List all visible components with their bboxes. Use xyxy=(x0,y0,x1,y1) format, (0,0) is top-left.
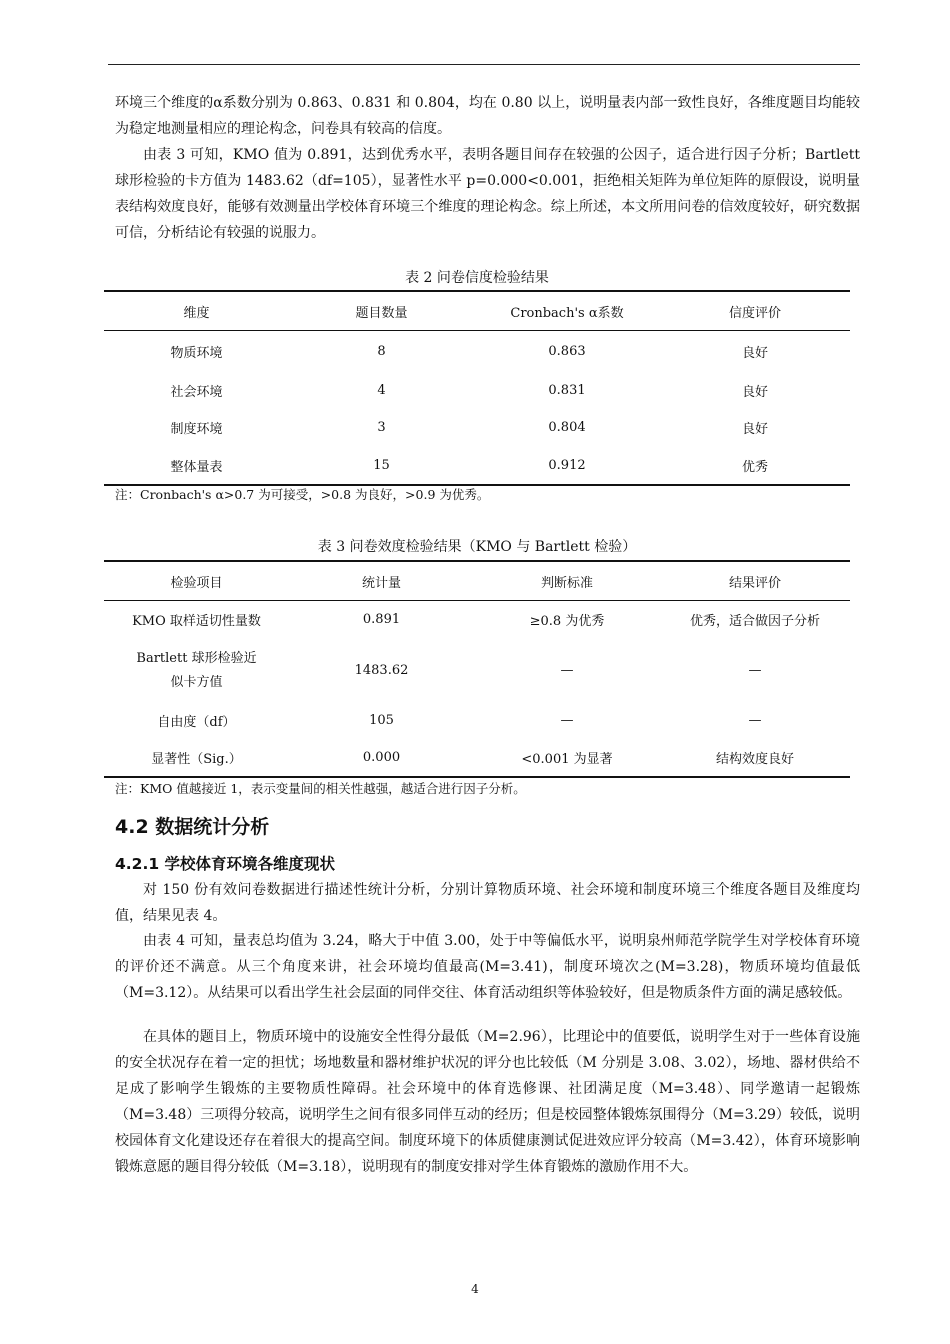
table-cell: 0.863 xyxy=(548,343,586,359)
column-header: 结果评价 xyxy=(660,561,850,601)
column-header: 统计量 xyxy=(289,561,474,601)
table-cell: 优秀 xyxy=(660,447,850,485)
column-header: 题目数量 xyxy=(289,291,474,331)
table-cell: 结构效度良好 xyxy=(660,739,850,777)
column-header: 信度评价 xyxy=(660,291,850,331)
table-cell: 整体量表 xyxy=(104,447,289,485)
validity-table xyxy=(104,560,850,778)
table-cell: 0.804 xyxy=(548,420,586,435)
table3-note: 注：KMO 值越接近 1，表示变量间的相关性越强，越适合进行因子分析。 xyxy=(115,781,526,796)
paragraph-item-details: 在具体的题目上，物质环境中的设施安全性得分最低（M=2.96），比理论中的值要低，说明学生对于一些体育设施的安全状况存在着一定的担忧；场地数量和器材维护状况的评分也比较低（M 分别是 3.08、3.02），场地、器材供给不足成了影响学生锻炼的主要物质性障碍。社会环境中的体育选修课、社团满足度（M=3.48）、同学邀请一起锻炼（M=3.48）三项得分较高，说明学生之间有很多同伴互动的经历；但是校园整体锻炼氛围得分（M=3.29）较低，说明校园体育文化建设还存在着很大的提高空间。制度环境下的体质健康测试促进效应评分较高（M=3.42），体育环境影响锻炼意愿的题目得分较低（M=3.18），说明现有的制度安排对学生体育锻炼的激励作用不大。 xyxy=(115,1029,860,1175)
table-cell: <0.001 为显著 xyxy=(474,739,660,777)
table-cell: 0.891 xyxy=(362,612,401,628)
table-row xyxy=(104,447,850,485)
table-cell: 良好 xyxy=(741,345,768,361)
table-cell: 0.912 xyxy=(474,447,660,485)
paragraph-validity-analysis: 由表 3 可知，KMO 值为 0.891，达到优秀水平，表明各题目间存在较强的公因子，适合进行因子分析；Bartlett 球形检验的卡方值为 1483.62（df=105），显著性水平 p=0.000<0.001，拒绝相关矩阵为单位矩阵的原假设，说明量表结构效度良好，能够有效测量出学校体育环境三个维度的理论构念。综上所述，本文所用问卷的信效度较好，研究数据可信，分析结论有较强的说服力。 xyxy=(115,147,860,241)
column-header: 维度 xyxy=(104,291,289,331)
table-cell: 物质环境 xyxy=(170,345,223,361)
table-cell: 良好 xyxy=(741,422,768,437)
paragraph-overall-mean: 由表 4 可知，量表总均值为 3.24，略大于中值 3.00，处于中等偏低水平，说明泉州师范学院学生对学校体育环境的评价还不满意。从三个角度来讲，社会环境均值最高(M=3.41)，制度环境次之(M=3.28)，物质环境均值最低（M=3.12）。从结果可以看出学生社会层面的同伴交往、体育活动组织等体验较好，但是物质条件方面的满足感较低。 xyxy=(115,933,860,1001)
table-cell: 良好 xyxy=(741,384,768,400)
table-cell: 0.831 xyxy=(548,382,586,398)
page-number: 4 xyxy=(471,1282,479,1296)
table-cell: KMO 取样适切性量数 xyxy=(132,614,261,630)
table-cell: 自由度（df） xyxy=(157,715,236,730)
table-cell: — xyxy=(560,713,574,728)
table2-note: 注：Cronbach's α>0.7 为可接受，>0.8 为良好，>0.9 为优秀。 xyxy=(115,487,490,502)
table-cell: 显著性（Sig.） xyxy=(104,739,289,777)
column-header: 判断标准 xyxy=(474,561,660,601)
table-cell: 4 xyxy=(377,382,386,398)
table3-caption: 表 3 问卷效度检验结果（KMO 与 Bartlett 检验） xyxy=(317,539,637,555)
table-cell: 3 xyxy=(377,420,386,435)
table-header-row xyxy=(104,291,850,331)
table-cell: 优秀，适合做因子分析 xyxy=(689,614,820,630)
table-cell: 1483.62 xyxy=(354,663,409,678)
table-cell: 105 xyxy=(369,713,394,728)
subsection-heading: 4.2.1 学校体育环境各维度现状 xyxy=(115,855,336,873)
table-cell: 制度环境 xyxy=(170,422,223,437)
table-cell: 15 xyxy=(289,447,474,485)
reliability-table xyxy=(104,290,850,486)
table-row xyxy=(104,703,850,739)
table-cell: ≥0.8 为优秀 xyxy=(529,614,605,630)
table-row xyxy=(104,409,850,447)
table-header-row xyxy=(104,561,850,601)
table-cell: 8 xyxy=(377,343,386,359)
table-cell: — xyxy=(748,663,762,678)
table-cell: 0.000 xyxy=(289,739,474,777)
table-row xyxy=(104,739,850,777)
table-cell: 社会环境 xyxy=(170,384,223,400)
column-header: Cronbach's α系数 xyxy=(474,291,660,331)
table-cell: Bartlett 球形检验近似卡方值 xyxy=(136,650,257,690)
paragraph-descriptive-stats: 对 150 份有效问卷数据进行描述性统计分析，分别计算物质环境、社会环境和制度环境三个维度各题目及维度均值，结果见表 4。 xyxy=(115,882,860,924)
paragraph-reliability-conclusion: 环境三个维度的α系数分别为 0.863、0.831 和 0.804，均在 0.80 以上，说明量表内部一致性良好，各维度题目均能较为稳定地测量相应的理论构念，问卷具有较高的信度。 xyxy=(115,95,860,137)
header-rule xyxy=(108,64,860,65)
table-row xyxy=(104,331,850,372)
table-row xyxy=(104,639,850,703)
section-heading: 4.2 数据统计分析 xyxy=(115,816,270,838)
table-row xyxy=(104,372,850,409)
table-row xyxy=(104,601,850,639)
table-cell: — xyxy=(748,713,762,728)
column-header: 检验项目 xyxy=(104,561,289,601)
table2-caption: 表 2 问卷信度检验结果 xyxy=(405,270,549,286)
table-cell: — xyxy=(560,663,574,678)
